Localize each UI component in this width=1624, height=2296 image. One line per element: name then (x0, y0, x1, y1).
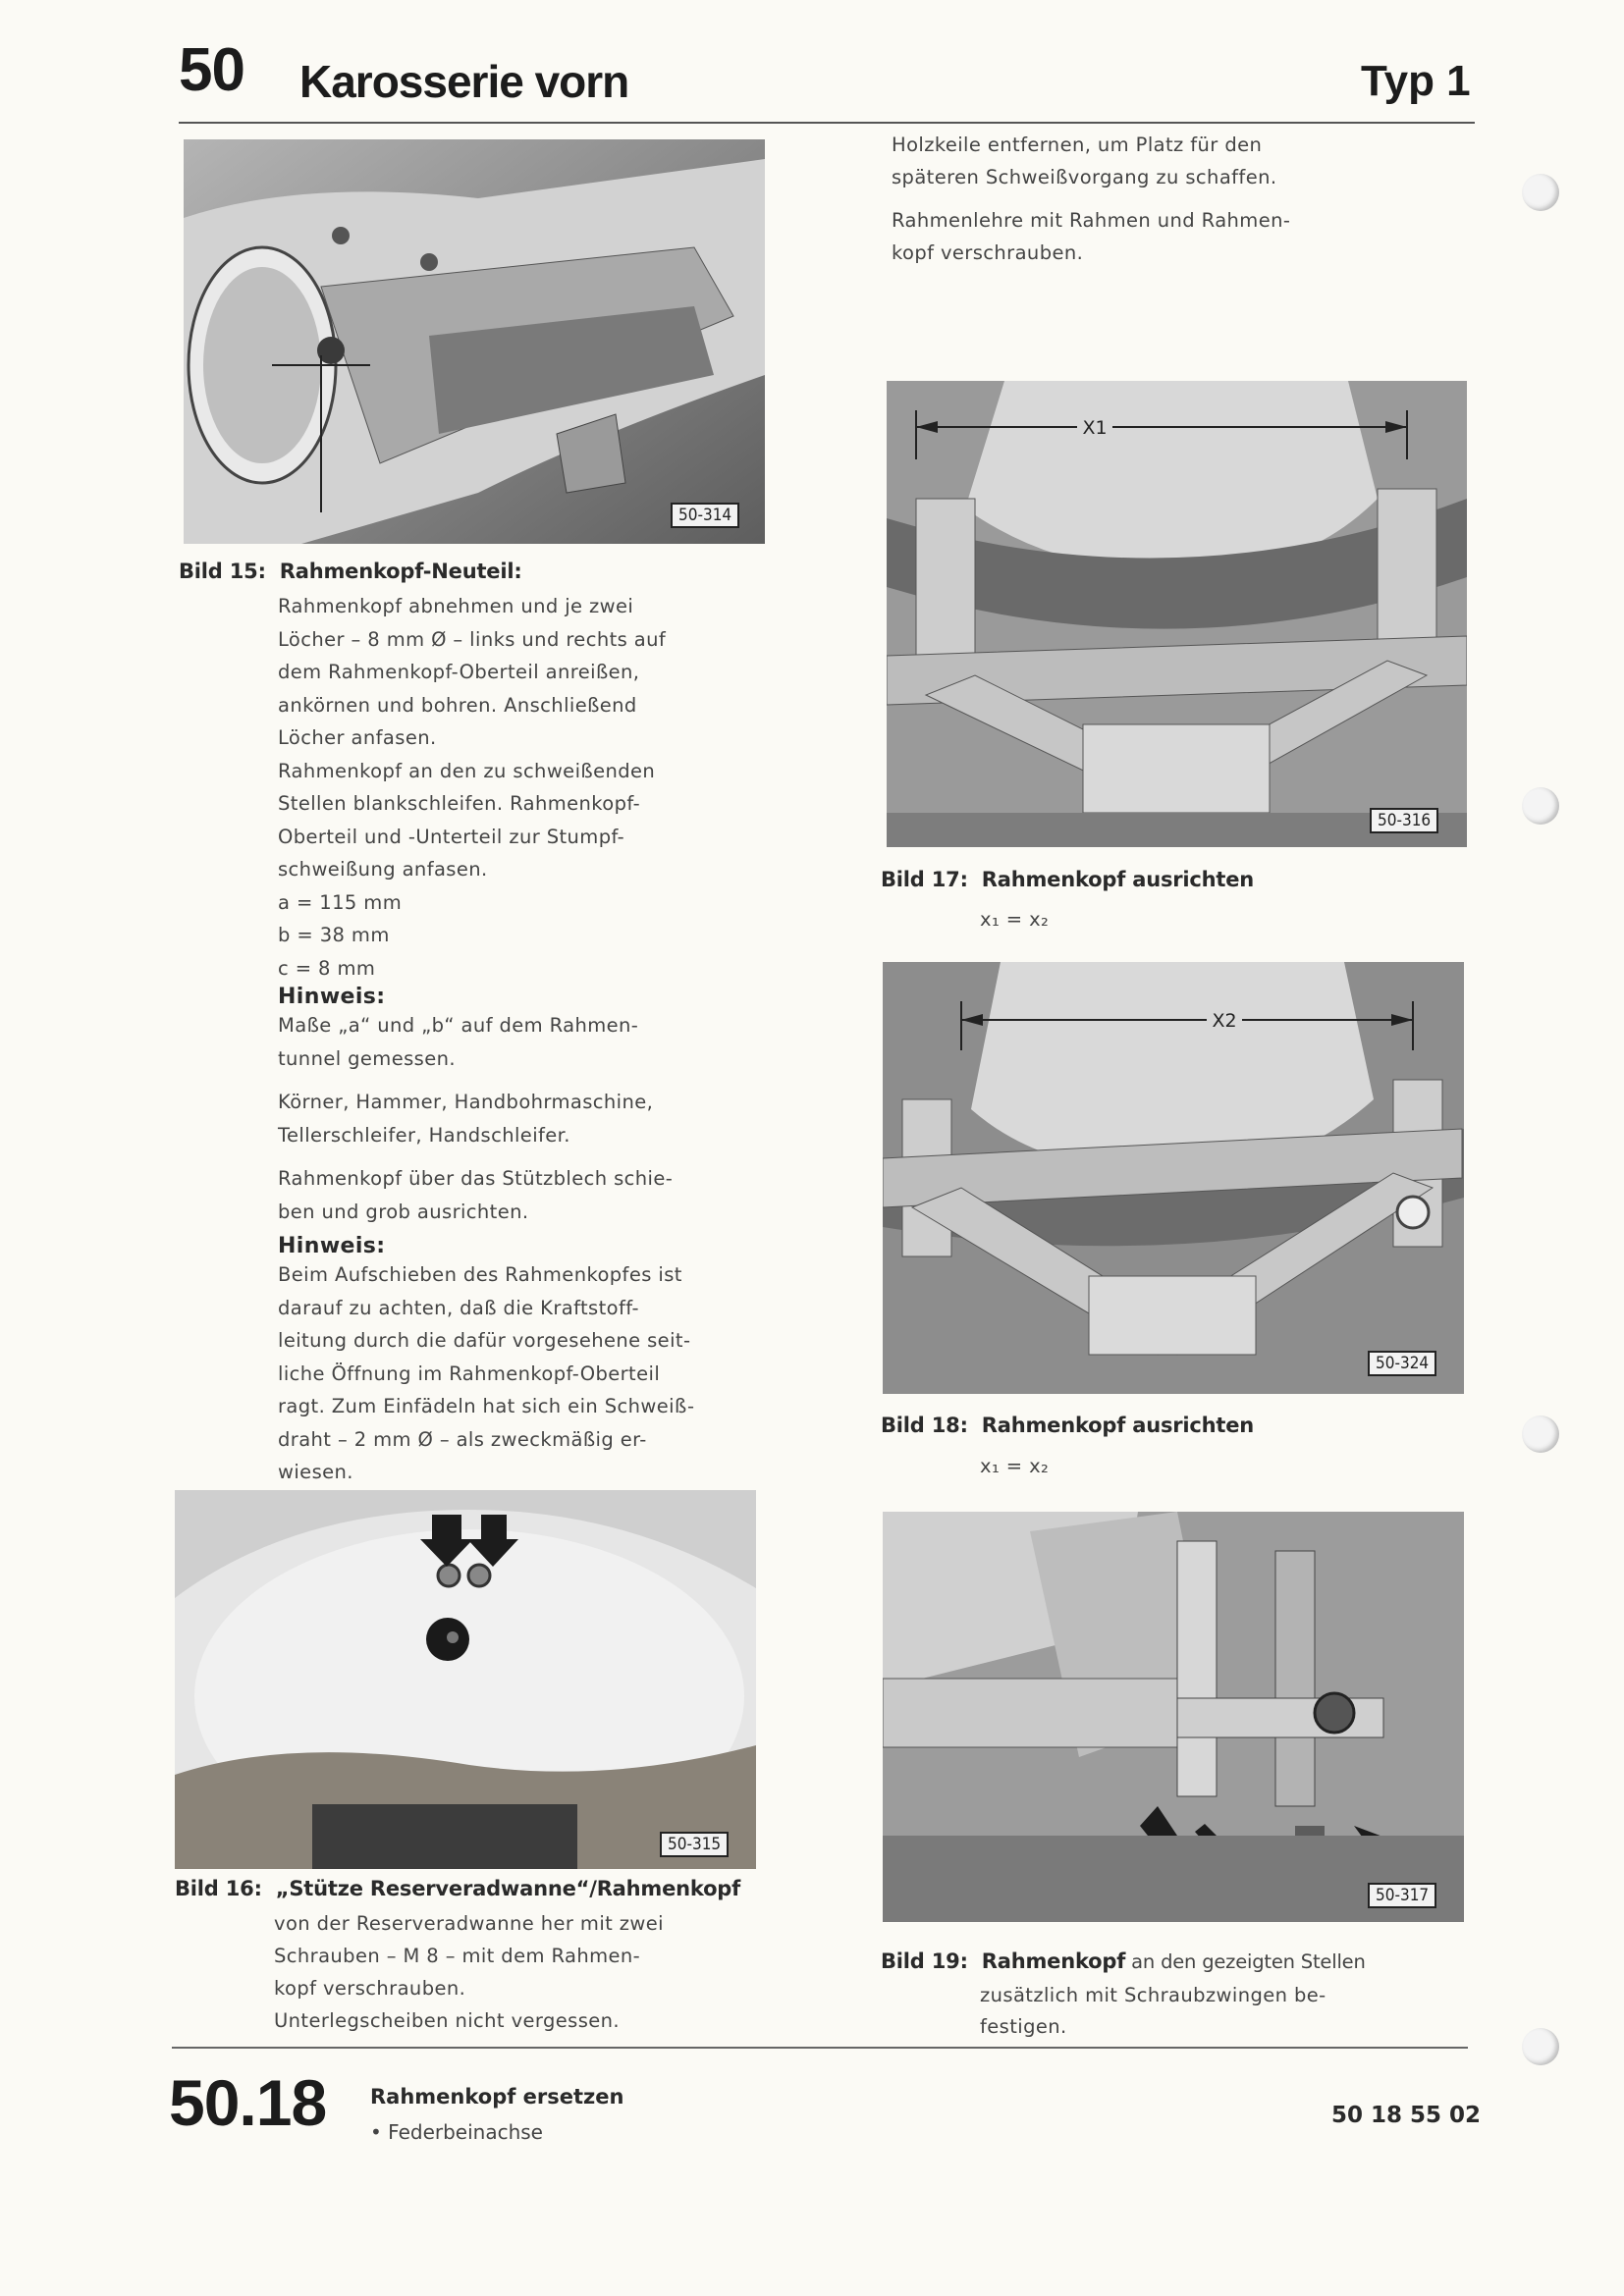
bild19-line: festigen. (980, 2015, 1067, 2038)
bild15-line: schweißung anfasen. (278, 858, 488, 881)
intro-line: kopf verschrauben. (892, 240, 1084, 264)
bild19-number: Bild 19: (881, 1949, 968, 1973)
binder-hole (1522, 787, 1559, 825)
section-number: 50 (179, 36, 244, 104)
bild15-line: Rahmenkopf an den zu schweißenden (278, 759, 656, 782)
bild15-note2-line: Beim Aufschieben des Rahmenkopfes ist (278, 1263, 682, 1286)
bild16-number: Bild 16: (175, 1877, 262, 1900)
bild16-text (274, 1907, 664, 2037)
bild18-caption (881, 1414, 1254, 1437)
bild15-note-line: tunnel gemessen. (278, 1046, 456, 1070)
section-title: Karosserie vorn (299, 56, 629, 107)
figure-label: 50-315 (660, 1832, 729, 1857)
footer-page-number: 50.18 (169, 2066, 327, 2139)
bild15-line: Löcher anfasen. (278, 726, 437, 749)
photo-frame-clamps (883, 1512, 1464, 1922)
bild15-tools-line: Tellerschleifer, Handschleifer. (278, 1123, 570, 1147)
bild19-caption (881, 1949, 1366, 1973)
intro-text (892, 130, 1290, 269)
bild17-formula: x₁ = x₂ (980, 908, 1050, 931)
footer-code: 50 18 55 02 (1331, 2103, 1482, 2128)
bild15-line: Rahmenkopf abnehmen und je zwei (278, 595, 634, 617)
photo-frame-align-x2 (883, 962, 1464, 1394)
bild15-line: Löcher – 8 mm Ø – links und rechts auf (278, 627, 667, 651)
figure-label: 50-317 (1368, 1883, 1436, 1908)
binder-hole (1522, 2028, 1559, 2065)
bild16-line: von der Reserveradwanne her mit zwei (274, 1912, 664, 1935)
bild16-caption (175, 1877, 740, 1900)
bild18-formula: x₁ = x₂ (980, 1455, 1050, 1477)
bild15-line: dem Rahmenkopf-Oberteil anreißen, (278, 661, 640, 683)
footer-subtitle: • Federbeinachse (370, 2120, 543, 2144)
photo-frame-head-new-part (184, 139, 765, 544)
intro-line: Rahmenlehre mit Rahmen und Rahmen- (892, 209, 1291, 232)
dimension-x1-label: X1 (1082, 417, 1108, 439)
bild17-caption (881, 868, 1254, 891)
binder-hole (1522, 1415, 1559, 1453)
bild15-note2-line: draht – 2 mm Ø – als zweckmäßig er- (278, 1427, 647, 1451)
bild15-step-line: Rahmenkopf über das Stützblech schie- (278, 1167, 674, 1190)
bild15-note2-line: liche Öffnung im Rahmenkopf-Oberteil (278, 1362, 661, 1385)
bild18-title: Rahmenkopf ausrichten (981, 1414, 1255, 1437)
bild15-title: Rahmenkopf-Neuteil: (279, 560, 522, 583)
bild15-note-line: Maße „a“ und „b“ auf dem Rahmen- (278, 1014, 639, 1037)
bild17-number: Bild 17: (881, 868, 968, 891)
bild16-line: Schrauben – M 8 – mit dem Rahmen- (274, 1945, 641, 1967)
figure-label: 50-324 (1368, 1351, 1436, 1376)
bild19-text (980, 1980, 1326, 2043)
figure-label: 50-316 (1370, 808, 1438, 833)
bild16-title: „Stütze Reserveradwanne“/Rahmenkopf (275, 1877, 741, 1900)
bild15-line: ankörnen und bohren. Anschließend (278, 693, 637, 717)
bild15-dimension: c = 8 mm (278, 956, 376, 980)
vehicle-type: Typ 1 (1361, 57, 1471, 105)
bild15-text (278, 590, 694, 1489)
bild16-line: Unterlegscheiben nicht vergessen. (274, 2009, 621, 2032)
bild15-caption (179, 560, 522, 583)
bild15-note2-line: leitung durch die dafür vorgesehene seit- (278, 1329, 691, 1352)
bild17-title: Rahmenkopf ausrichten (981, 868, 1255, 891)
bild19-line: zusätzlich mit Schraubzwingen be- (980, 1984, 1326, 2006)
photo-frame-align-x1 (887, 381, 1467, 847)
bild15-line: Oberteil und -Unterteil zur Stumpf- (278, 825, 625, 848)
bild15-note2-line: darauf zu achten, daß die Kraftstoff- (278, 1296, 639, 1319)
binder-hole (1522, 174, 1559, 211)
photo-frame-spare-wheel-well (175, 1490, 756, 1869)
footer-title: Rahmenkopf ersetzen (370, 2085, 624, 2109)
bild15-note2-line: ragt. Zum Einfädeln hat sich ein Schweiß- (278, 1395, 695, 1417)
footer-rule (172, 2047, 1468, 2049)
bild15-dimension: a = 115 mm (278, 890, 403, 914)
bild15-dimension: b = 38 mm (278, 924, 390, 946)
bild19-title: Rahmenkopf (981, 1949, 1126, 1973)
header-rule (179, 122, 1475, 124)
bild15-tools-line: Körner, Hammer, Handbohrmaschine, (278, 1091, 654, 1113)
intro-line: späteren Schweißvorgang zu schaffen. (892, 165, 1277, 188)
bild15-note2-line: wiesen. (278, 1461, 353, 1483)
bild19-rest: an den gezeigten Stellen (1131, 1950, 1366, 1973)
bild15-note-title: Hinweis: (278, 985, 386, 1009)
dimension-x2-label: X2 (1212, 1010, 1237, 1032)
bild15-line: Stellen blankschleifen. Rahmenkopf- (278, 792, 641, 815)
bild18-number: Bild 18: (881, 1414, 968, 1437)
intro-line: Holzkeile entfernen, um Platz für den (892, 133, 1263, 156)
bild16-line: kopf verschrauben. (274, 1977, 466, 2000)
bild15-number: Bild 15: (179, 560, 266, 583)
figure-label: 50-314 (671, 503, 739, 528)
bild15-note2-title: Hinweis: (278, 1234, 386, 1258)
bild15-step-line: ben und grob ausrichten. (278, 1200, 529, 1223)
